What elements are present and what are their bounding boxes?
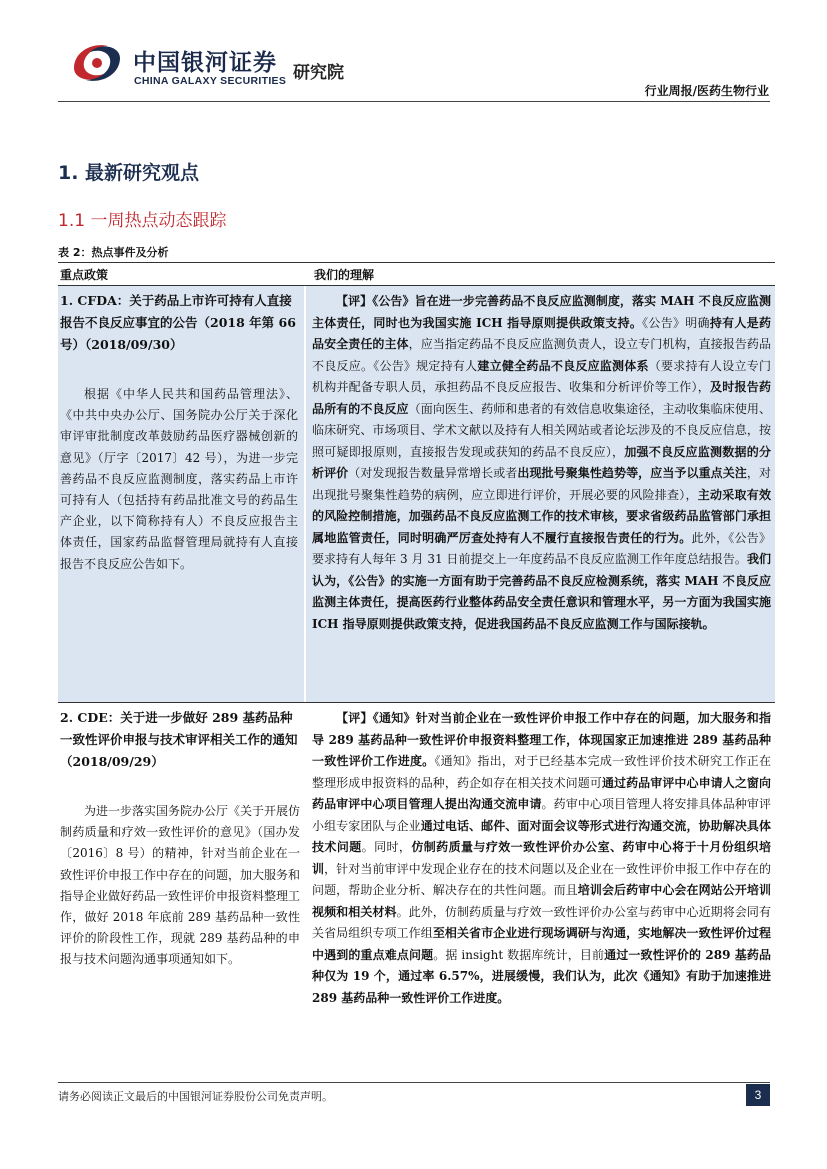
section-heading: 1. 最新研究观点 (58, 162, 200, 184)
policy-body: 为进一步落实国务院办公厅《关于开展仿制药质量和疗效一致性评价的意见》（国办发〔2016〕8 号）的精神，针对当前企业在一致性评价申报工作中存在的问题，加大服务和指导企业做好药品一致性评价申报资料整理工作，做好 2018 年底前 289 基药品种一致性评价的阶段性工作，现就 289 基药品种的申报与技术问题沟通事项通知如下。 (60, 804, 301, 967)
plain-text: 。此外，仿制药质量与疗效一致性评价办公室与药审中心近期将会同有关省局组织专项工作组 (312, 904, 771, 940)
plain-text: ，对出现批号聚集性趋势的病例，应立即进行评价，开展必要的风险排查）， (312, 466, 771, 502)
analysis-cell (306, 286, 775, 702)
plain-text: 《通知》指出，对于已经基本完成一致性评价技术研究工作正在整理形成申报资料的品种，药企如存在相关技术问题可 (312, 754, 771, 790)
emphasis-text: 通过电话、邮件、面对面会议等形式进行沟通交流，协助解决具体技术问题 (312, 818, 771, 854)
plain-text: 此外，《公告》要求持有人每年 3 月 31 日前提交上一年度药品不良反应监测工作年度总结报告。 (312, 530, 771, 566)
emphasis-text: 通过一致性评价的 289 基药品种仅为 19 个，通过率 6.57%，进展缓慢，我们认为，此次《通知》有助于加速推进 289 基药品种一致性评价工作进度。 (312, 947, 771, 1005)
plain-text: ，针对当前审评中发现企业存在的技术问题以及企业在一致性评价申报工作中存在的问题，帮助企业分析、解决存在的共性问题。而且 (312, 861, 771, 897)
table-row (58, 286, 775, 702)
disclaimer-text: 请务必阅读正文最后的中国银河证券股份公司免责声明。 (58, 1090, 333, 1103)
subsection-heading: 1.1 一周热点动态跟踪 (58, 211, 227, 231)
table-caption: 表 2：热点事件及分析 (58, 246, 169, 259)
header-divider (58, 101, 770, 102)
table-header (58, 262, 775, 286)
plain-text: （要求持有人设立专门机构并配备专职人员，承担药品不良反应报告、收集和分析评价等工作）， (312, 358, 771, 394)
emphasis-text: 持有人是药品安全责任的主体 (312, 315, 771, 351)
galaxy-logo-icon (68, 40, 126, 86)
institute-label: 研究院 (293, 63, 344, 83)
plain-text: 。据 insight 数据库统计，目前 (433, 947, 605, 962)
page-number: 3 (746, 1084, 770, 1106)
company-name-en: CHINA GALAXY SECURITIES (134, 75, 287, 87)
report-type: 行业周报/医药生物行业 (644, 84, 769, 98)
policy-title: 1. CFDA：关于药品上市许可持有人直接报告不良反应事宜的公告（2018 年第 66 号）（2018/09/30） (60, 293, 296, 352)
footer-divider (58, 1082, 770, 1083)
policy-cell (58, 703, 306, 1051)
policy-title: 2. CDE：关于进一步做好 289 基药品种一致性评价申报与技术审评相关工作的通知（2018/09/29） (60, 710, 298, 769)
events-table (58, 262, 775, 1051)
policy-cell (58, 286, 306, 702)
emphasis-text: 建立健全药品不良反应监测体系 (477, 358, 649, 373)
analysis-text (312, 291, 771, 635)
plain-text: 。药审中心项目管理人将安排具体品种审评小组专家团队与企业 (312, 797, 771, 833)
plain-text: （面向医生、药师和患者的有效信息收集途径，主动收集临床使用、临床研究、市场项目、学术文献以及持有人相关网站或者论坛涉及的不良反应信息，按照可疑即报原则，直接报告发现或获知的药品不良反应）， (312, 401, 771, 459)
emphasis-text: 培训会后药审中心会在网站公开培训视频和相关材料 (312, 883, 771, 919)
emphasis-text: 我们认为，《公告》的实施一方面有助于完善药品不良反应检测系统，落实 MAH 不良反应监测主体责任，提高医药行业整体药品安全责任意识和管理水平，另一方面为我国实施 ICH 指导原则提供政策支持，促进我国药品不良反应监测工作与国际接轨。 (312, 552, 771, 631)
table-row (58, 703, 775, 1051)
emphasis-text: 出现批号聚集性趋势等，应当予以重点关注 (517, 466, 747, 480)
plain-text: ，应当指定药品不良反应监测负责人，设立专门机构，直接报告药品不良反应。《公告》规定持有人 (312, 337, 771, 373)
page-header (0, 0, 827, 105)
emphasis-text: 【评】《通知》针对当前企业在一致性评价申报工作中存在的问题，加大服务和指导 289 基药品种一致性评价申报资料整理工作，体现国家正加速推进 289 基药品种一致性评价工作进度。 (312, 711, 771, 768)
emphasis-text: 主动采取有效的风险控制措施，加强药品不良反应监测工作的技术审核，要求省级药品监管部门承担属地监管责任，同时明确严厉查处持有人不履行直接报告责任的行为。 (312, 487, 771, 545)
emphasis-text: 仿制药质量与疗效一致性评价办公室、药审中心将于十月份组织培训 (312, 840, 771, 876)
plain-text: 《公告》明确 (642, 315, 710, 330)
plain-text: （对发现报告数量异常增长或者 (348, 466, 518, 480)
emphasis-text: 通过药品审评中心申请人之窗向药品审评中心项目管理人提出沟通交流申请 (312, 775, 771, 811)
analysis-cell (306, 703, 775, 1051)
emphasis-text: 【评】《公告》旨在进一步完善药品不良反应监测制度，落实 MAH 不良反应监测主体责任，同时也为我国实施 ICH 指导原则提供政策支持。 (312, 294, 771, 330)
emphasis-text: 加强不良反应监测数据的分析评价 (312, 444, 771, 480)
policy-body: 根据《中华人民共和国药品管理法》、《中共中央办公厅、国务院办公厅关于深化审评审批制度改革鼓励药品医疗器械创新的意见》（厅字〔2017〕42 号），为进一步完善药品不良反应监测制度，落实药品上市许可持有人（包括持有药品批准文号的药品生产企业，以下简称持有人）不良反应报告主体责任，国家药品监督管理局就持有人直接报告不良反应公告如下。 (60, 387, 298, 571)
column-header-analysis: 我们的理解 (314, 268, 375, 282)
company-name: 中国银河证券 (133, 50, 277, 76)
plain-text: 。同时， (361, 840, 412, 854)
column-header-policy: 重点政策 (60, 268, 109, 282)
emphasis-text: 及时报告药品所有的不良反应 (312, 380, 771, 416)
analysis-text (312, 708, 771, 1009)
emphasis-text: 至相关省市企业进行现场调研与沟通，实地解决一致性评价过程中遇到的重点难点问题 (312, 926, 771, 962)
